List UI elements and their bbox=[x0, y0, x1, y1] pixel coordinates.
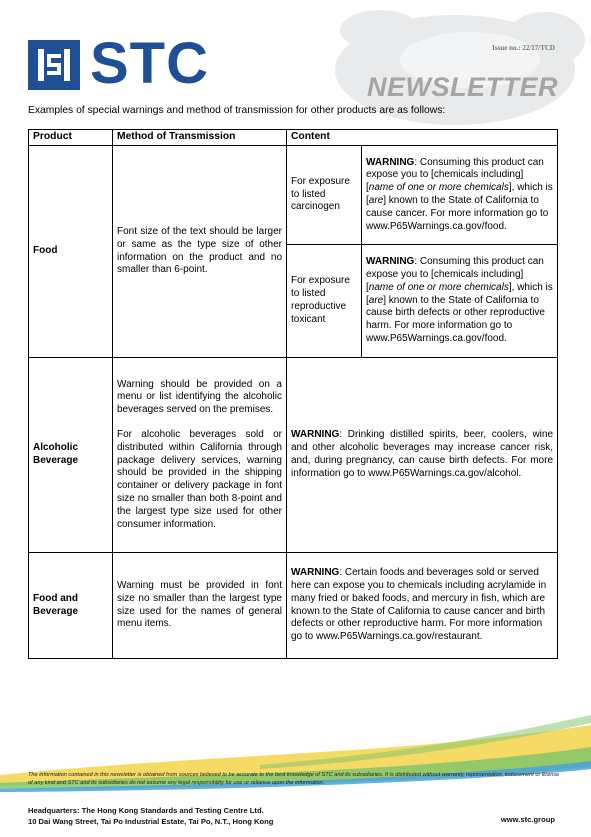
warning-text-italic: are bbox=[368, 195, 384, 206]
hq-line-2: 10 Dai Wang Street, Tai Po Industrial Estate, Tai Po, N.T., Hong Kong bbox=[28, 817, 274, 826]
cell-carcinogen-label: For exposure to listed carcinogen bbox=[287, 146, 362, 245]
cell-reproductive-label: For exposure to listed reproductive toxicant bbox=[287, 245, 362, 358]
cell-warning-food-beverage bbox=[287, 553, 558, 659]
stc-logo-text: STC bbox=[90, 31, 209, 96]
cell-method-food: Font size of the text should be larger or same as the type size of other information on the product and no smaller than 6-point. bbox=[113, 146, 287, 358]
cell-method-food-beverage: Warning must be provided in font size no smaller than the largest type size used for the names of general menu items. bbox=[113, 553, 287, 659]
cell-product-food: Food bbox=[29, 146, 113, 358]
cell-product-food-beverage: Food and Beverage bbox=[29, 553, 113, 659]
cell-product-alcohol: Alcoholic Beverage bbox=[29, 358, 113, 553]
issue-number: Issue no.: 22/17/TCD bbox=[492, 44, 555, 52]
method-alcohol-para-2: For alcoholic beverages sold or distributed within California through package delivery services, warning should be provided in the shipping container or delivery package in font size no smaller than both 8-point and the largest type size used for other consumer information. bbox=[117, 429, 282, 530]
cell-reproductive-warning bbox=[362, 245, 558, 358]
warning-text: : Certain foods and beverages sold or served here can expose you to chemicals including acrylamide in many fried or baked foods, and mercury in fish, which are known to the State of California to cause cancer and birth defects or other reproductive harm. For more information go to www.P65Warnings.ca.gov/restaurant. bbox=[291, 567, 547, 643]
footer-disclaimer: The information contained in this newsletter is obtained from sources believed to be accurate to the best knowledge of STC and its subsidiaries. It is distributed without warranty, representation, inducement or license of any kind and STC and its subsidiaries do not assume any legal responsibility for use or reliance upon the information. bbox=[28, 772, 560, 786]
warning-text-italic: name of one or more chemicals bbox=[368, 182, 509, 194]
header-content: Content bbox=[287, 130, 558, 146]
table-row-food-carcinogen bbox=[29, 146, 558, 245]
warning-text: ], which is [ bbox=[366, 182, 553, 206]
warning-text: : Consuming this product can expose you to [chemicals including] [ bbox=[366, 256, 544, 293]
newsletter-title: NEWSLETTER bbox=[367, 72, 558, 102]
warning-text: ], which is [ bbox=[366, 281, 553, 306]
warning-text: ] known to the State of California to cause birth defects or other reproductive harm. For more information go to www.P65Warnings.ca.gov/food. bbox=[366, 294, 545, 344]
warnings-table bbox=[28, 129, 558, 659]
table-header-row bbox=[29, 130, 558, 146]
cell-carcinogen-warning bbox=[362, 146, 558, 245]
warning-text-italic: name of one or more chemicals bbox=[368, 281, 509, 293]
warning-label: WARNING bbox=[366, 156, 415, 168]
warning-text: : Consuming this product can expose you to [chemicals including] [ bbox=[366, 156, 544, 194]
footer-headquarters bbox=[28, 805, 273, 827]
footer-website-link[interactable]: www.stc.group bbox=[500, 815, 555, 824]
cell-method-alcohol bbox=[113, 358, 287, 553]
stc-logo bbox=[28, 31, 253, 96]
warning-label: WARNING bbox=[291, 567, 340, 579]
table-row-alcohol bbox=[29, 358, 558, 553]
header-product: Product bbox=[29, 130, 113, 146]
warning-text: : Drinking distilled spirits, beer, coolers, wine and other alcoholic beverages may increase cancer risk, and, during pregnancy, can cause birth defects. For more information go to www.P65Warnings.ca.gov/alcohol. bbox=[291, 429, 554, 479]
stc-logo-mark bbox=[28, 40, 80, 90]
intro-text: Examples of special warnings and method of transmission for other products are as follows: bbox=[28, 105, 446, 116]
warning-text-italic: are bbox=[368, 294, 384, 306]
cell-warning-alcohol bbox=[287, 358, 558, 553]
warning-text: ] known to the State of California to cause cancer. For more information go to www.P65Warnings.ca.gov/food. bbox=[366, 195, 549, 232]
table-row-food-beverage bbox=[29, 553, 558, 659]
header-method: Method of Transmission bbox=[113, 130, 287, 146]
warning-label: WARNING bbox=[366, 256, 415, 268]
warning-label: WARNING bbox=[291, 429, 340, 441]
method-alcohol-para-1: Warning should be provided on a menu or list identifying the alcoholic beverages served on the premises. bbox=[117, 378, 282, 416]
hq-line-1: Headquarters: The Hong Kong Standards and Testing Centre Ltd. bbox=[28, 806, 264, 815]
